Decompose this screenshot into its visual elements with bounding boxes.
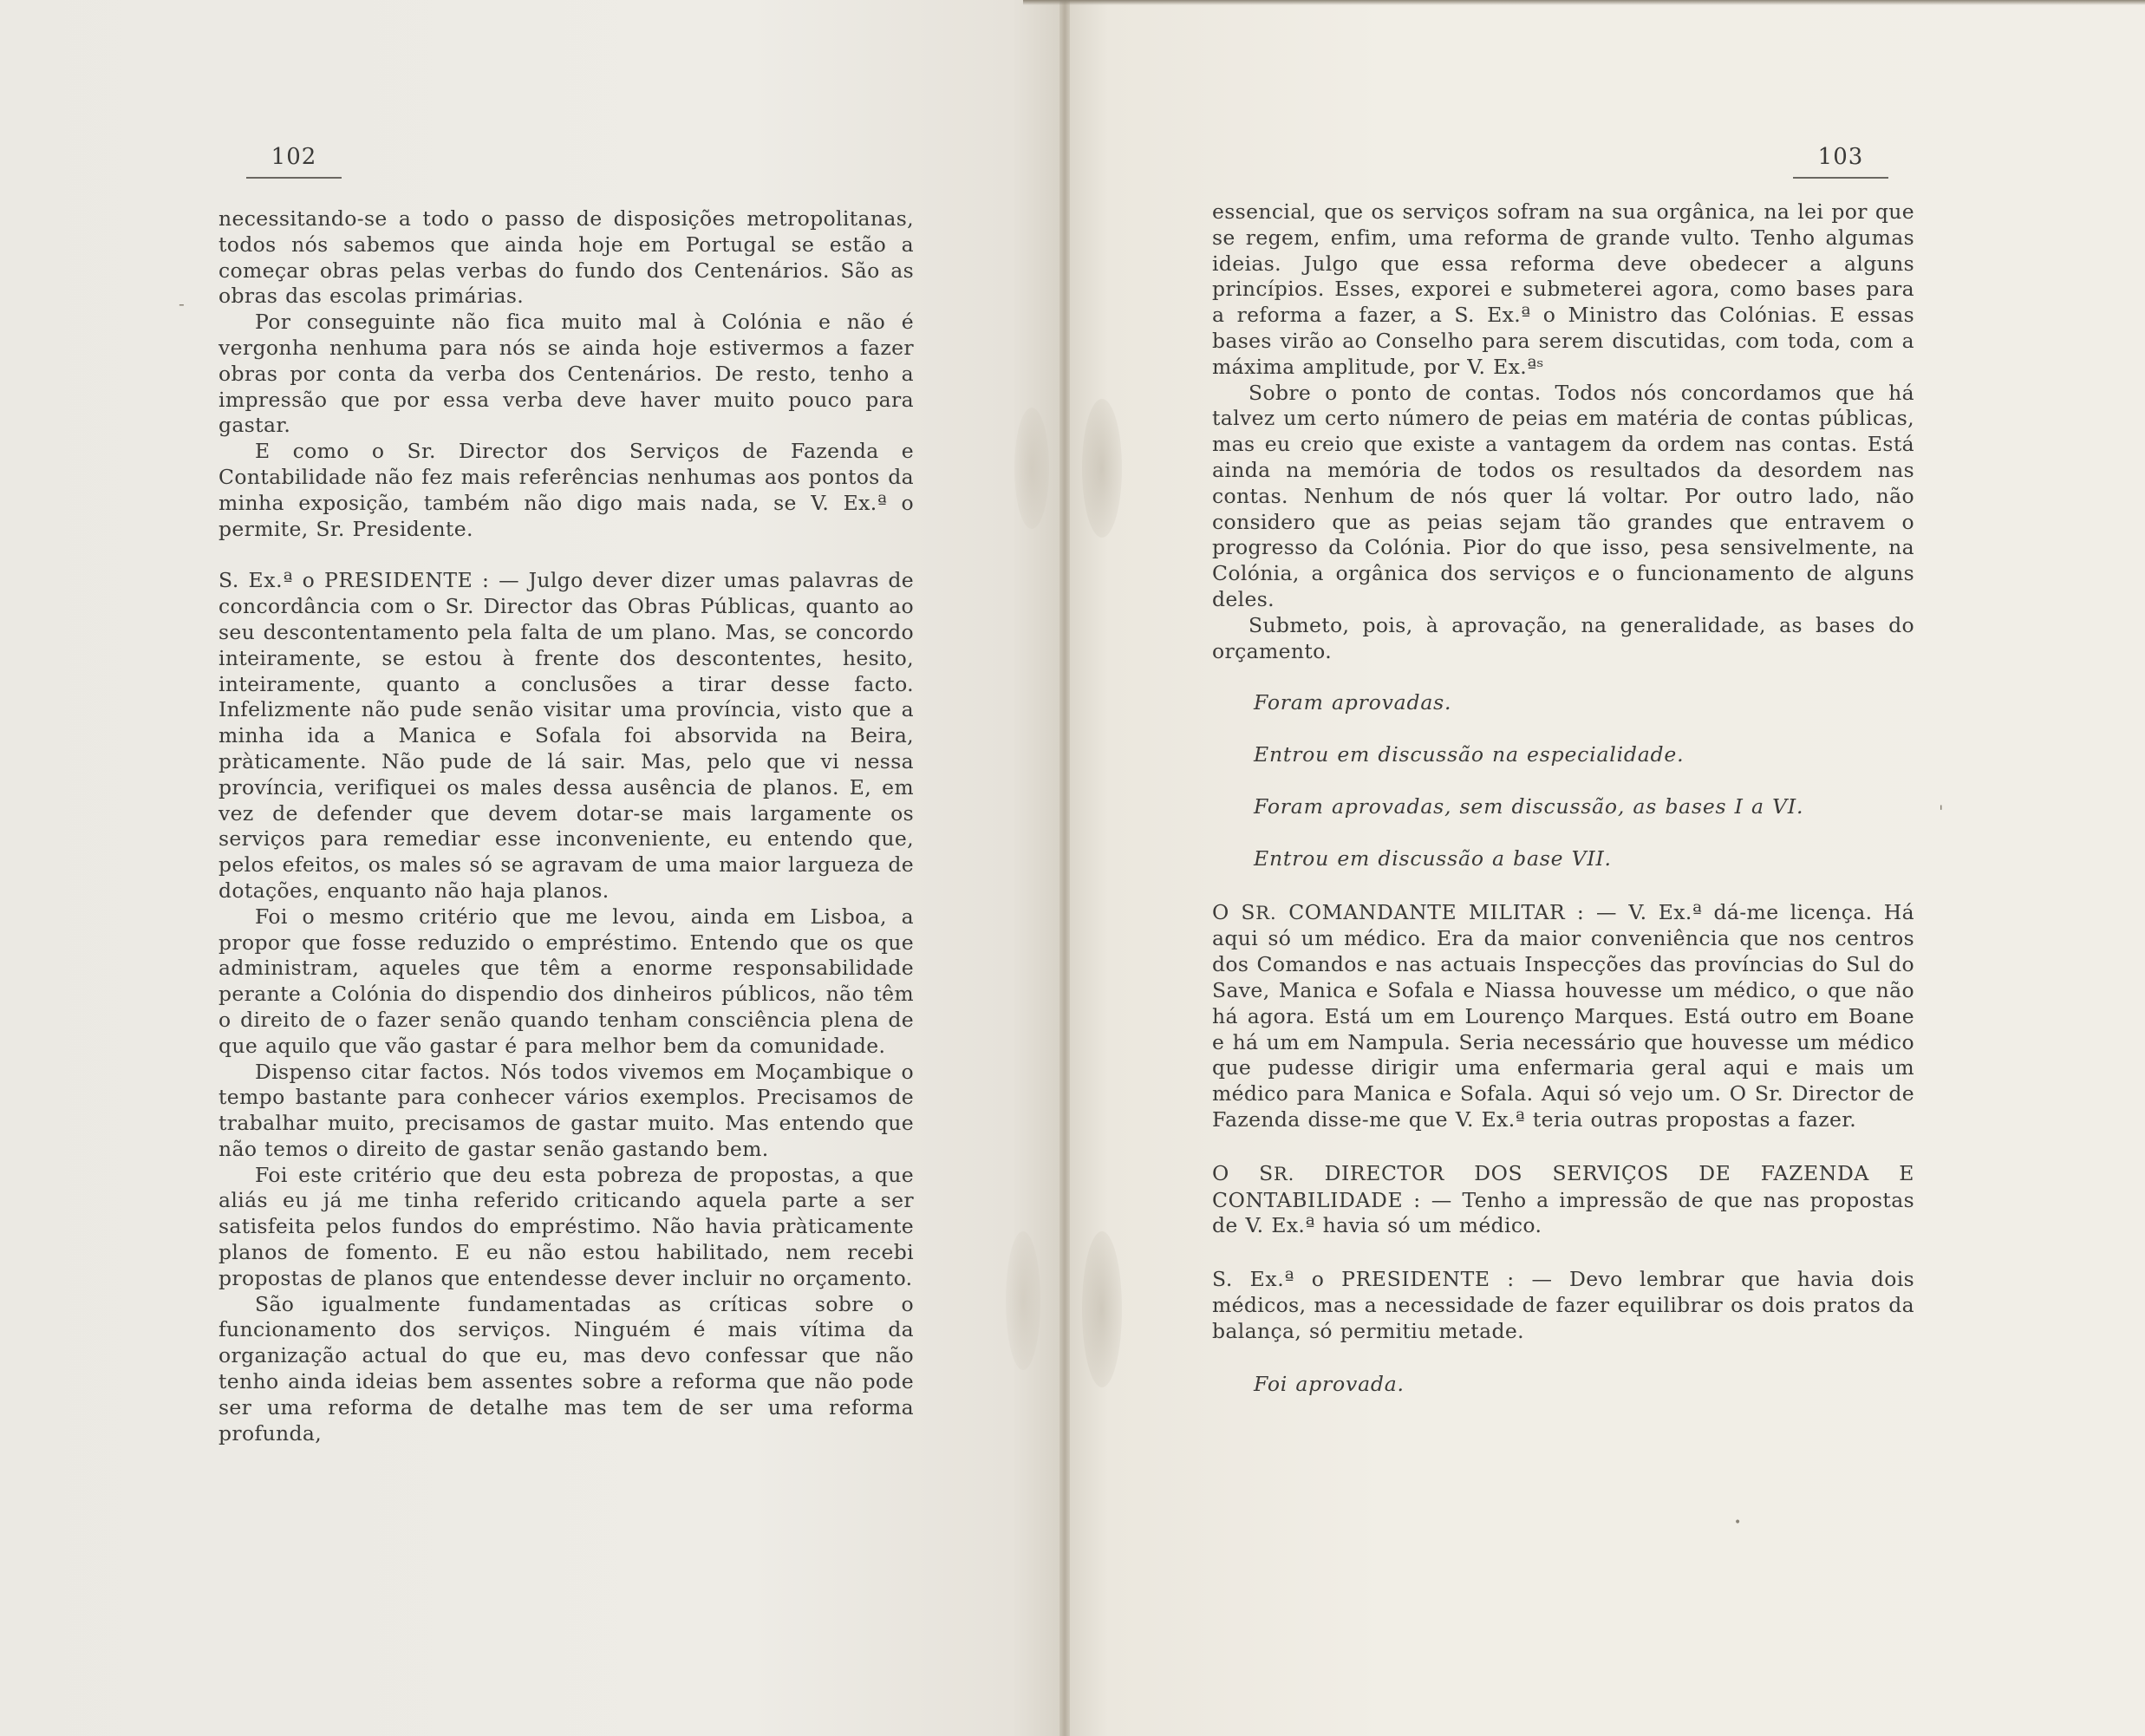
left-page-body [218, 206, 914, 1446]
speaker-title: COMANDANTE MILITAR : — [1276, 899, 1618, 924]
speaker-abbrev: R. [1273, 1163, 1295, 1185]
speaker-prefix: O S [1212, 899, 1256, 924]
paragraph: essencial, que os serviços sofram na sua orgânica, na lei por que se regem, enfim, uma reforma de grande vulto. Tenho algumas ideias. Julgo que essa reforma deve obedecer a alguns princípios. Esses, exporei e submeterei agora, como bases para a reforma a fazer, a S. Ex.ª o Ministro das Colónias. E essas bases virão ao Conselho para serem discutidas, com toda, com a máxima amplitude, por V. Ex.ªˢ [1212, 199, 1914, 379]
right-page-body [1212, 199, 1914, 1398]
session-note: Entrou em discussão a base VII. [1254, 845, 1612, 871]
president-speech [1212, 1267, 1914, 1344]
speech-text: Tenho a impressão de que nas propostas de V. Ex.ª havia só um médico. [1212, 1187, 1914, 1238]
session-note: Foram aprovadas, sem discussão, as bases I a VI. [1254, 793, 1804, 819]
speech-text: Devo lembrar que havia dois médicos, mas a necessidade de fazer equilibrar os dois pratos da balança, só permitiu metade. [1212, 1267, 1914, 1343]
speech-text: V. Ex.ª dá-me licença. Há aqui só um médico. Era da maior conveniência que nos centros dos Comandos e nas actuais Inspecções das províncias do Sul do Save, Manica e Sofala e Niassa houvesse um médico, o que não há agora. Está um em Lourenço Marques. Está outro em Boane e há um em Nampula. Seria necessário que houvesse um médico que pudesse dirigir uma enfermaria geral aqui e mais um médico para Manica e Sofala. Aqui só vejo um. O Sr. Director de Fazenda disse-me que V. Ex.ª teria outras propostas a fazer. [1212, 899, 1914, 1132]
paragraph: Foi este critério que deu esta pobreza de propostas, a que aliás eu já me tinha referido criticando aquela parte a ser satisfeita pelos fundos do empréstimo. Não havia pràticamente planos de fomento. E eu não estou habilitado, nem recebi propostas de planos que entendesse dever incluir no orçamento. [218, 1162, 914, 1290]
page-top-edge [1023, 0, 2145, 5]
session-note: Entrou em discussão na especialidade. [1254, 742, 1685, 767]
paragraph: São igualmente fundamentadas as críticas sobre o funcionamento dos serviços. Ninguém é mais vítima da organização actual do que eu, mas devo confessar que não tenho ainda ideias bem assentes sobre a reforma que não pode ser uma reforma de detalhe mas tem de ser uma reforma profunda, [218, 1291, 914, 1446]
speaker-prefix: O S [1212, 1160, 1274, 1185]
military-commander-speech [1212, 900, 1914, 1133]
speaker-label: S. Ex.ª o PRESIDENTE : — [1212, 1267, 1553, 1292]
paper-crease [1014, 408, 1049, 529]
margin-mark: • [1734, 1516, 1742, 1530]
page-number-left: 102 [246, 144, 342, 179]
margin-mark: - [179, 293, 185, 314]
session-note: Foram aprovadas. [1254, 690, 1452, 715]
finance-director-speech [1212, 1161, 1914, 1239]
left-page [0, 0, 1065, 1736]
session-note: Foi aprovada. [1254, 1372, 1405, 1397]
paragraph: E como o Sr. Director dos Serviços de Fazenda e Contabilidade não fez mais referências nenhumas aos pontos da minha exposição, também não digo mais nada, se V. Ex.ª o permite, Sr. Presidente. [218, 439, 914, 541]
president-speech [218, 568, 914, 904]
speaker-abbrev: R. [1255, 902, 1277, 923]
speech-text: Julgo dever dizer umas palavras de concordância com o Sr. Director das Obras Públicas, quanto ao seu descontentamento pela falta de um plano. Mas, se concordo inteiramente, se estou à frente dos descontentes, hesito, inteiramente, quanto a conclusões a tirar desse facto. Infelizmente não pude senão visitar uma província, visto que a minha ida a Manica e Sofala foi absorvida na Beira, pràticamente. Não pude de lá sair. Mas, pelo que vi nessa província, verifiquei os males dessa ausência de planos. E, em vez de defender que devem dotar-se mais largamente os serviços para remediar esse inconveniente, eu entendo que, pelos efeitos, os males só se agravam de uma maior largueza de dotações, enquanto não haja planos. [218, 568, 914, 903]
speaker-label: S. Ex.ª o PRESIDENTE : — [218, 568, 520, 593]
paper-crease [1006, 1231, 1040, 1370]
paragraph: Sobre o ponto de contas. Todos nós concordamos que há talvez um certo número de peias em matéria de contas públicas, mas eu creio que existe a vantagem da ordem nas contas. Está ainda na memória de todos os resultados da desordem nas contas. Nenhum de nós quer lá voltar. Por outro lado, não considero que as peias sejam tão grandes que entravem o progresso da Colónia. Pior do que isso, pesa sensivelmente, na Colónia, a orgânica dos serviços e o funcionamento de alguns deles. [1212, 380, 1914, 611]
speaker-title: DIRECTOR DOS SERVIÇOS DE FAZENDA E CONTABILIDADE : — [1212, 1160, 1914, 1212]
paragraph: necessitando-se a todo o passo de disposições metropolitanas, todos nós sabemos que ainda hoje em Portugal se estão a começar obras pelas verbas do fundo dos Centenários. São as obras das escolas primárias. [218, 206, 914, 309]
paper-crease [1082, 1231, 1122, 1387]
margin-mark: ' [1939, 801, 1944, 822]
book-gutter [1059, 0, 1070, 1736]
paper-crease [1082, 399, 1122, 538]
page-number-right: 103 [1793, 144, 1888, 179]
paragraph: Foi o mesmo critério que me levou, ainda em Lisboa, a propor que fosse reduzido o empréstimo. Entendo que os que administram, aqueles que têm a enorme responsabilidade perante a Colónia do dispendio dos dinheiros públicos, não têm o direito de o fazer senão quando tenham consciência plena de que aquilo que vão gastar é para melhor bem da comunidade. [218, 904, 914, 1058]
paragraph: Submeto, pois, à aprovação, na generalidade, as bases do orçamento. [1212, 612, 1914, 663]
paragraph: Por conseguinte não fica muito mal à Colónia e não é vergonha nenhuma para nós se ainda hoje estivermos a fazer obras por conta da verba dos Centenários. De resto, tenho a impressão que por essa verba deve haver muito pouco para gastar. [218, 310, 914, 438]
paragraph: Dispenso citar factos. Nós todos vivemos em Moçambique o tempo bastante para conhecer vários exemplos. Precisamos de trabalhar muito, precisamos de gastar muito. Mas entendo que não temos o direito de gastar senão gastando bem. [218, 1059, 914, 1161]
speaker-label [1212, 900, 1617, 924]
